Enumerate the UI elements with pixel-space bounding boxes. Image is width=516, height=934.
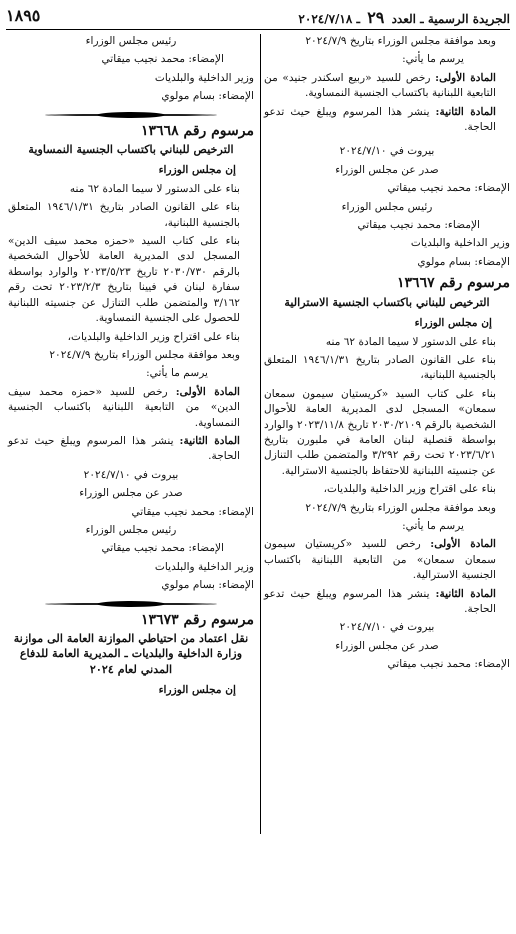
signature-line: الإمضاء: بسام مولوي — [417, 255, 510, 268]
header-rule — [6, 29, 510, 30]
decree-title: مرسوم رقم ١٣٦٦٧ — [397, 275, 510, 292]
signature-line: الإمضاء: بسام مولوي — [161, 579, 254, 592]
signature-line: رئيس مجلس الوزراء — [341, 200, 433, 213]
right-column — [264, 34, 510, 928]
page-header — [6, 6, 510, 28]
clause: بناء على الدستور لا سيما المادة ٦٢ منه — [325, 335, 496, 348]
clause: بناء على كتاب السيد «حمزه محمد سيف الدين» المسجل لدى المديرية العامة للأحوال الشخصية بالرقم ٢٠٣٠/٧٣٠ تاريخ ٢٠٢٣/٥/٢٣ والوارد بواسطة سفارة لبنان في فيينا بتاريخ ٢٠٢٣/٢/٣ تحت رقم ٣/١٦٢ والمتضمن طلب التنازل عن جنسيته اللبنانية للحصول على الجنسية النمساوية. — [8, 235, 240, 325]
article-2: المادة الثانية: ينشر هذا المرسوم ويبلغ حيث تدعو الحاجة. — [264, 105, 496, 134]
issue-number: ٢٩ — [367, 8, 385, 27]
clause: وبعد موافقة مجلس الوزراء بتاريخ ٢٠٢٤/٧/٩ — [49, 348, 240, 361]
signature-line: الإمضاء: بسام مولوي — [161, 90, 254, 103]
approval-line: وبعد موافقة مجلس الوزراء بتاريخ ٢٠٢٤/٧/٩ — [305, 35, 496, 47]
clause: وبعد موافقة مجلس الوزراء بتاريخ ٢٠٢٤/٧/٩ — [305, 501, 496, 514]
decree-divider — [45, 112, 217, 118]
signature-line: الإمضاء: محمد نجيب ميقاتي — [101, 53, 224, 66]
decree-line: يرسم ما يأتي: — [146, 367, 208, 380]
signature-line: وزير الداخلية والبلديات — [154, 560, 254, 573]
decree-line: يرسم ما يأتي: — [402, 519, 464, 532]
clause: بناء على اقتراح وزير الداخلية والبلديات، — [67, 330, 240, 343]
clause: بناء على اقتراح وزير الداخلية والبلديات، — [323, 483, 496, 496]
article-2: المادة الثانية: ينشر هذا المرسوم ويبلغ حيث تدعو الحاجة. — [8, 434, 240, 463]
decree-title: مرسوم رقم ١٣٦٧٣ — [141, 611, 254, 628]
signature-line: الإمضاء: محمد نجيب ميقاتي — [101, 542, 224, 555]
signature-line: الإمضاء: محمد نجيب ميقاتي — [131, 505, 254, 518]
signature-line: الإمضاء: محمد نجيب ميقاتي — [387, 658, 510, 671]
article-2: المادة الثانية: ينشر هذا المرسوم ويبلغ حيث تدعو الحاجة. — [264, 587, 496, 615]
signature-line: وزير الداخلية والبلديات — [154, 71, 254, 84]
signature-line: صدر عن مجلس الوزراء — [79, 487, 183, 500]
clause: بناء على القانون الصادر بتاريخ ١٩٤٦/١/٣١ المتعلق بالجنسية اللبنانية، — [264, 353, 496, 382]
clause: بناء على كتاب السيد «كريستيان سيمون سمعان سمعان» المسجل لدى المديرية العامة للأحوال الشخصية بالرقم ٢٠٣٠/٢١٠٩ تاريخ ٢٠٢٣/١١/٨ والوارد بواسطة قنصلية لبنان العامة في ملبورن بتاريخ ٢٠٢٣/٦/٢١ تحت رقم ٣/٢٩٢ والمتضمن طلب التنازل عن جنسيته اللبنانية للاحتفاظ بالجنسية الاسترالية. — [264, 387, 496, 477]
council-heading: إن مجلس الوزراء — [414, 317, 492, 330]
decree-subtitle: نقل اعتماد من احتياطي الموازنة العامة الى موازنة وزارة الداخلية والبلديات ـ المديرية العامة للدفاع المدني لعام ٢٠٢٤ — [13, 631, 249, 676]
signature-line: رئيس مجلس الوزراء — [85, 35, 177, 47]
article-1: المادة الأولى: رخص للسيد «ربيع اسكندر جنيد» من التابعية اللبنانية باكتساب الجنسية النمساوية. — [264, 71, 496, 100]
issue-date: بيروت في ٢٠٢٤/٧/١٠ — [339, 145, 435, 158]
council-heading: إن مجلس الوزراء — [158, 684, 236, 697]
decree-divider — [45, 601, 217, 607]
gazette-title: الجريدة الرسمية ـ العدد ٢٩ ـ ٢٠٢٤/٧/١٨ — [298, 8, 510, 27]
decree-line: يرسم ما يأتي: — [402, 53, 464, 66]
decree-subtitle: الترخيص للبناني باكتساب الجنسية النمساوية — [28, 142, 234, 157]
clause: بناء على الدستور لا سيما المادة ٦٢ منه — [69, 182, 240, 195]
clause: بناء على القانون الصادر بتاريخ ١٩٤٦/١/٣١ المتعلق بالجنسية اللبنانية، — [8, 201, 240, 229]
issue-date: بيروت في ٢٠٢٤/٧/١٠ — [83, 468, 179, 481]
left-column — [8, 34, 254, 928]
signature-line: رئيس مجلس الوزراء — [85, 523, 177, 536]
article-1: المادة الأولى: رخص للسيد «كريستيان سيمون سمعان سمعان» من التابعية اللبنانية باكتساب الجنسية الاسترالية. — [264, 538, 496, 582]
signature-line: الإمضاء: محمد نجيب ميقاتي — [357, 219, 480, 232]
column-separator — [260, 34, 261, 834]
issue-date: بيروت في ٢٠٢٤/٧/١٠ — [339, 621, 435, 634]
decree-subtitle: الترخيص للبناني باكتساب الجنسية الاسترالية — [284, 294, 490, 309]
page-number: ١٨٩٥ — [6, 6, 41, 25]
article-1: المادة الأولى: رخص للسيد «حمزه محمد سيف الدين» من التابعية اللبنانية باكتساب الجنسية النمساوية. — [8, 385, 240, 429]
council-heading: إن مجلس الوزراء — [158, 164, 236, 177]
signature-line: وزير الداخلية والبلديات — [410, 237, 510, 250]
signature-line: الإمضاء: محمد نجيب ميقاتي — [387, 182, 510, 195]
signature-line: صدر عن مجلس الوزراء — [335, 163, 439, 176]
signature-line: صدر عن مجلس الوزراء — [335, 639, 439, 652]
decree-title: مرسوم رقم ١٣٦٦٨ — [141, 122, 254, 139]
